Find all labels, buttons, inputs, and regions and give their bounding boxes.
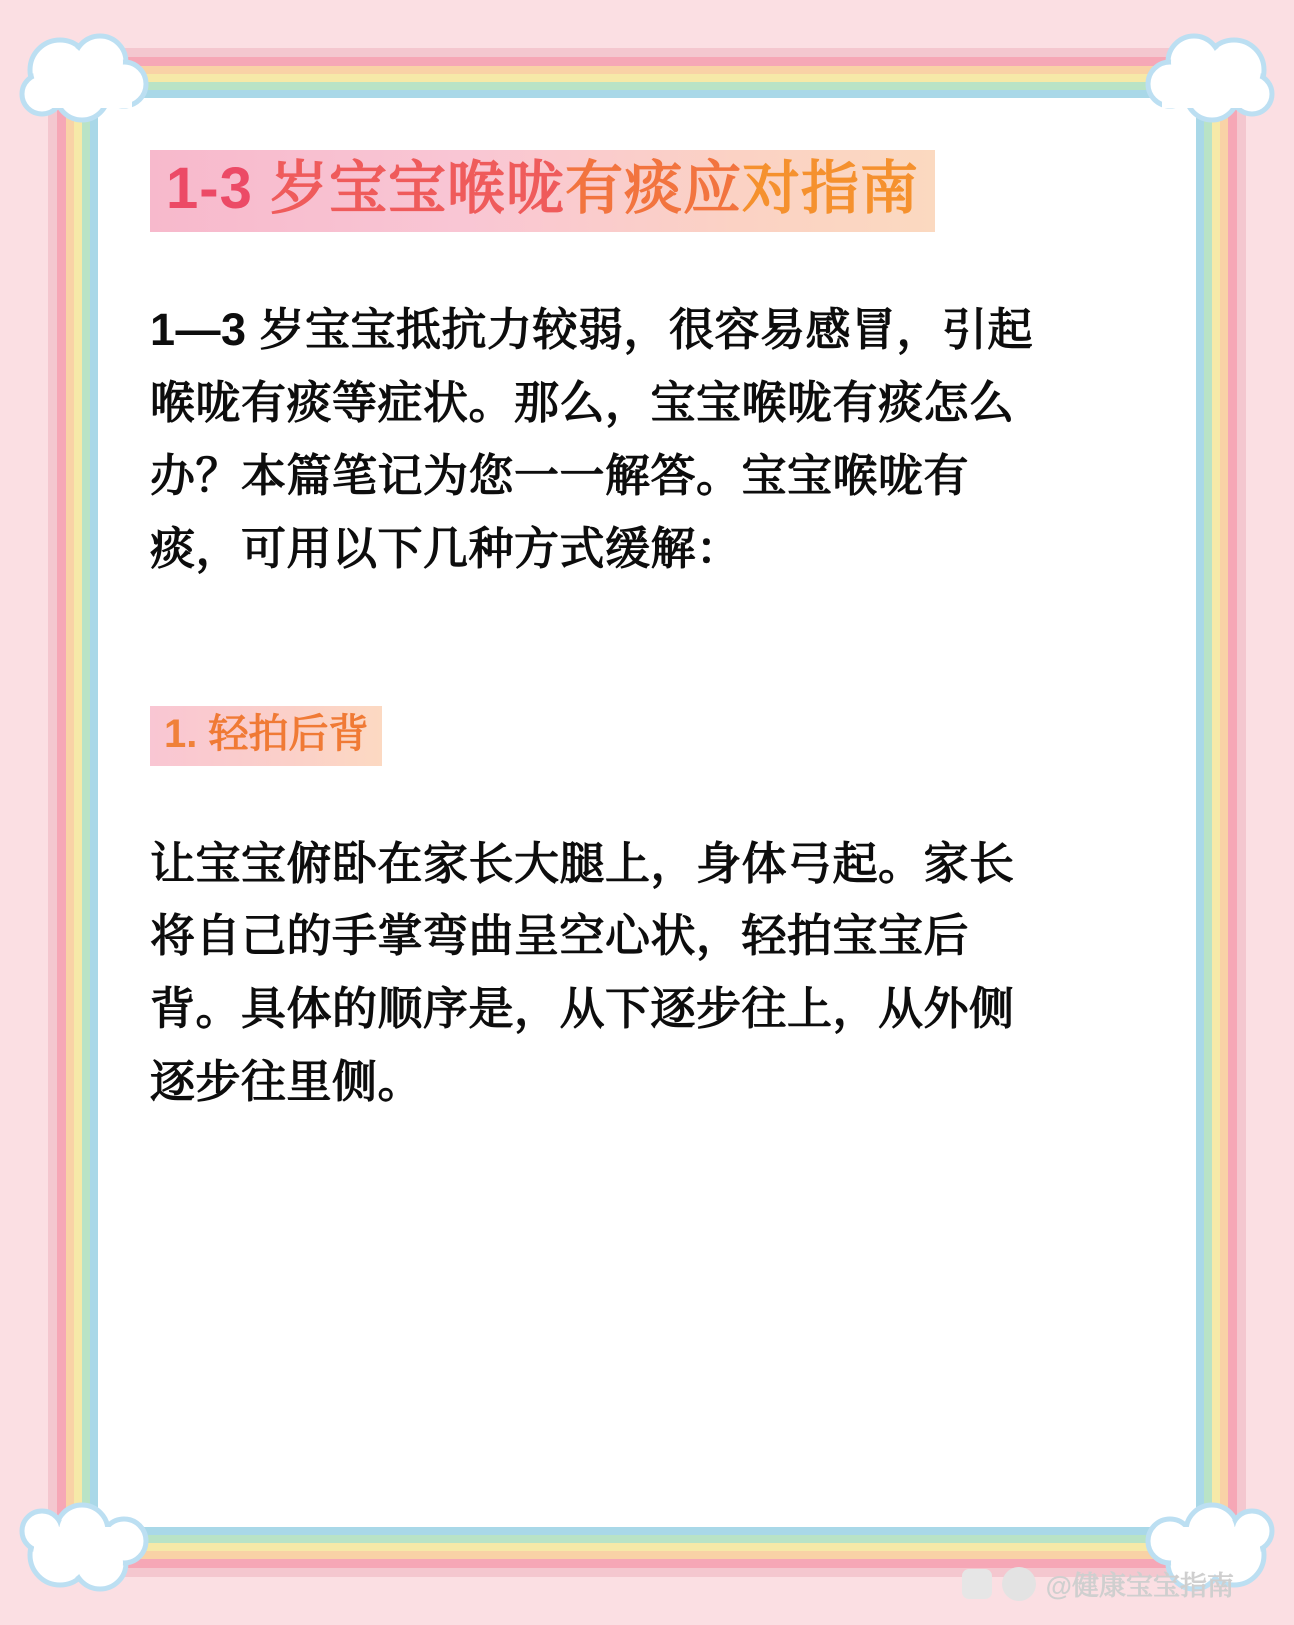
section-1-body: 让宝宝俯卧在家长大腿上，身体弓起。家长将自己的手掌弯曲呈空心状，轻拍宝宝后背。具体的顺序是，从下逐步往上，从外侧逐步往里侧。 bbox=[150, 837, 1015, 1108]
section-1-number: 1. bbox=[164, 711, 198, 756]
cloud-icon-top-left bbox=[12, 22, 162, 132]
avatar-icon bbox=[1002, 1567, 1036, 1601]
weibo-icon bbox=[962, 1569, 992, 1599]
cloud-icon-bottom-left bbox=[12, 1493, 162, 1603]
section-1-title: 轻拍后背 bbox=[208, 711, 369, 756]
intro-paragraph: 1—3 岁宝宝抵抗力较弱，很容易感冒，引起喉咙有痰等症状。那么，宝宝喉咙有痰怎么办？本篇笔记为您一一解答。宝宝喉咙有痰，可用以下几种方式缓解： bbox=[150, 304, 1034, 574]
watermark bbox=[962, 1564, 1234, 1603]
title-part-3: 有痰应 bbox=[564, 156, 742, 221]
title-part-2: 岁宝宝喉咙 bbox=[269, 156, 565, 221]
section-1-heading-highlight bbox=[150, 706, 382, 766]
title-part-4: 对指南 bbox=[741, 156, 919, 221]
page-title bbox=[150, 150, 1050, 232]
title-part-1: 1-3 bbox=[166, 156, 270, 221]
note-content bbox=[150, 150, 1050, 1164]
section-1-heading bbox=[150, 706, 1050, 766]
cloud-icon-top-right bbox=[1132, 22, 1282, 132]
page-title-highlight bbox=[150, 150, 935, 232]
watermark-account: @健康宝宝指南 bbox=[1045, 1571, 1234, 1601]
